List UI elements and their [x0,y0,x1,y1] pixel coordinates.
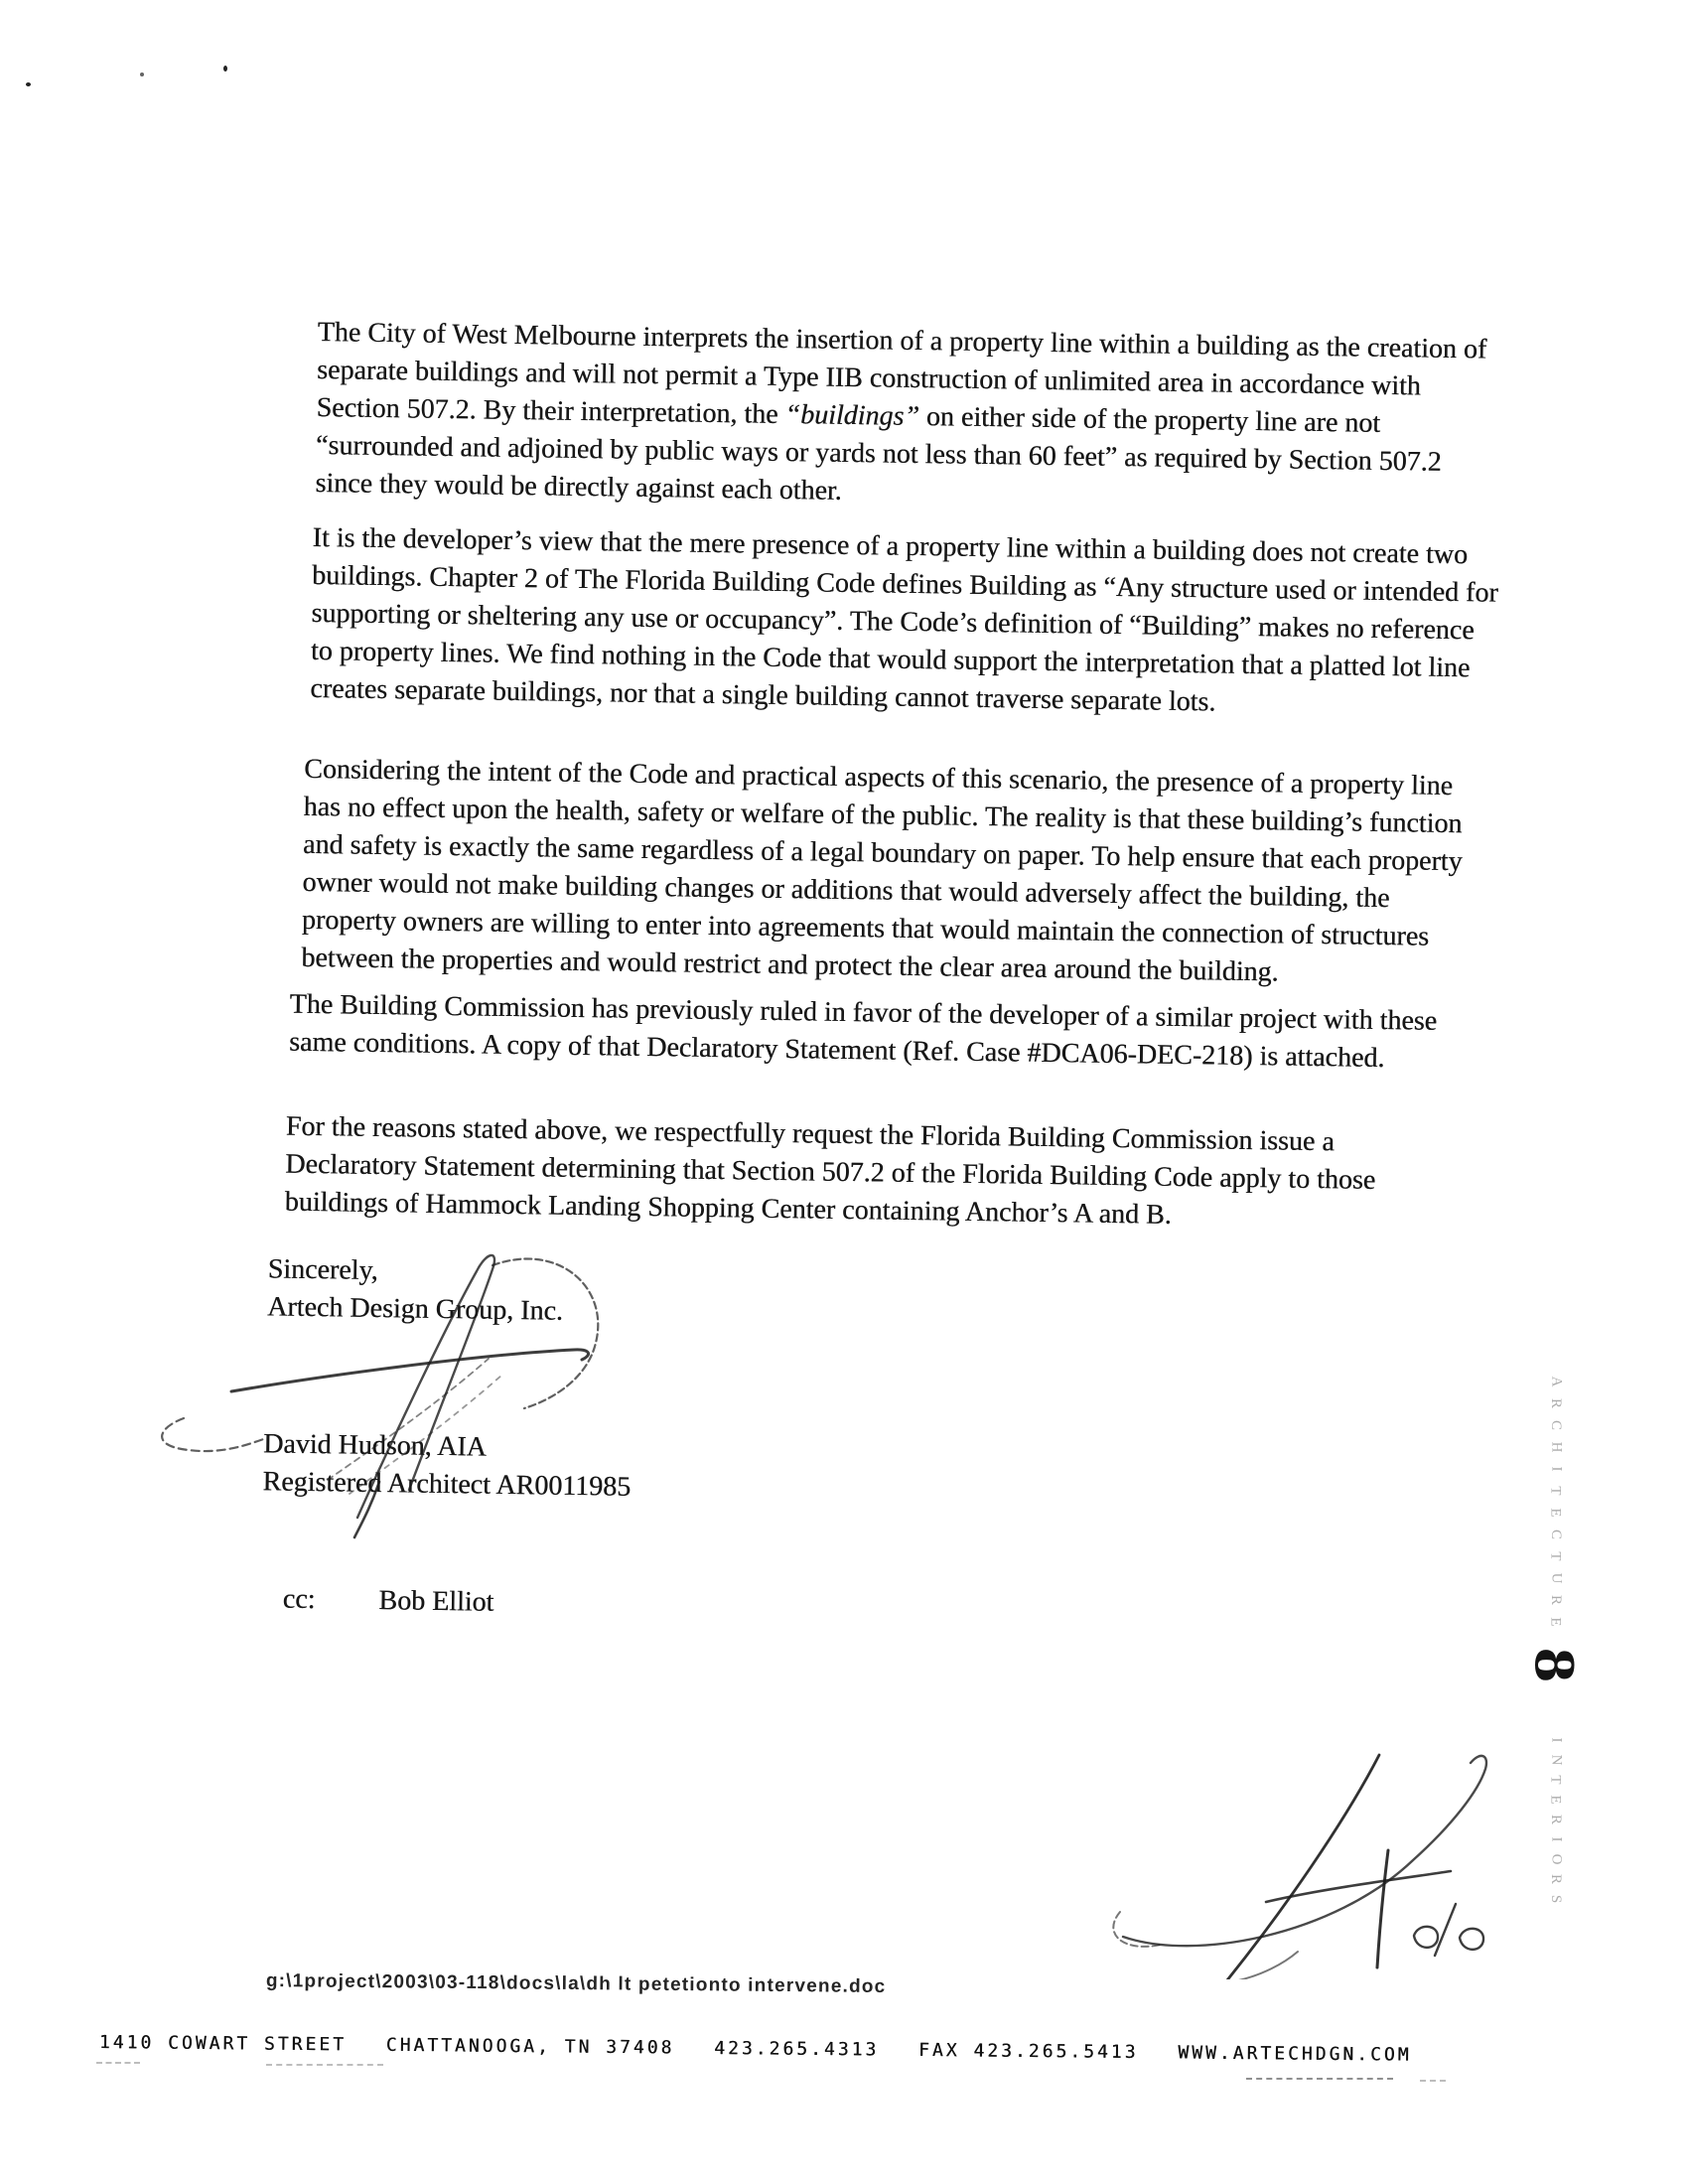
text-run: Considering the intent of the Code and practical aspects of this scenario, the presence of a property line has no effect upon the health, safety or welfare of the public. The reality is that these building’s function and safety is exactly the same regardless of a legal boundary on paper. To help ensure that each property owner would not make building changes or additions that would adversely affect the building, the property owners are willing to enter into agreements that would maintain the connection of structures between the properties and would restrict and protect the clear area around the building. [301,753,1463,988]
cc-name: Bob Elliot [378,1585,494,1618]
side-letter: O [1548,1853,1564,1865]
side-letter: S [1548,1894,1564,1904]
footer-file-path: g:\1project\2003\03-118\docs\la\dh lt petetionto intervene.doc [265,1970,887,1997]
side-letter: I [1548,1836,1564,1842]
paragraph [289,986,1477,1080]
side-letter: A [1548,1376,1564,1387]
side-letter: C [1547,1419,1564,1431]
paragraph [310,519,1499,726]
closing-salutation: Sincerely, [267,1253,378,1287]
footer-street: 1410 COWART STREET [98,2032,348,2056]
text-run: The City of West Melbourne interprets the insertion of a property line within a building as the creation of separate buildings and will not permit a Type IIB construction of unlimited area in accordance with Section 507.2. By their interpretation, the [316,316,1487,430]
side-letter: R [1547,1814,1564,1825]
side-letter: E [1547,1795,1564,1805]
side-letter: T [1547,1551,1564,1561]
signer-title: Registered Architect AR0011985 [262,1466,632,1503]
paragraph [315,314,1504,520]
paragraph [284,1108,1473,1239]
signer-name: David Hudson, AIA [262,1428,488,1463]
scan-dash-mark [266,2064,383,2066]
text-run: For the reasons stated above, we respectfully request the Florida Building Commission issue a Declaratory Statement determining that Section 507.2 of the Florida Building Code apply to those buildings of Hammock Landing Shopping Center containing Anchor’s A and B. [284,1110,1376,1231]
footer-website: WWW.ARTECHDGN.COM [1178,2042,1412,2066]
italic-text-run: “buildings” [784,398,920,432]
company-name: Artech Design Group, Inc. [266,1291,564,1327]
signature-initials-scribble [1085,1711,1502,1979]
side-letter: T [1547,1486,1564,1496]
scan-speck [223,66,227,72]
side-letter: I [1548,1466,1564,1472]
scan-dash-mark [1246,2078,1393,2080]
footer-address-line [99,2032,1438,2066]
signature-scribble [149,1230,616,1547]
text-run: It is the developer’s view that the mere presence of a property line within a building does not create two buildings. Chapter 2 of The Florida Building Code defines Building as “Any structure used or intended for supporting or sheltering any use or occupancy”. The Code’s definition of “Building” makes no reference to property lines. We find nothing in the Code that would support the interpretation that a platted lot line creates separate buildings, nor that a single building cannot traverse separate lots. [310,521,1498,718]
footer-city: CHATTANOOGA, TN 37408 [385,2034,675,2059]
side-letter: I [1548,1737,1564,1743]
side-letter: R [1547,1873,1564,1885]
side-letter: C [1547,1529,1564,1540]
side-letter: N [1548,1754,1564,1766]
footer-fax: FAX 423.265.5413 [917,2039,1139,2064]
cc-label: cc: [282,1583,316,1616]
text-run: on either side of the property line are not “surrounded and adjoined by public ways or yards not less than 60 feet” as required by Section 507.2 since they would be directly against each other. [315,401,1442,507]
side-text-interiors [1541,1730,1571,1909]
scan-dash-mark [96,2062,140,2064]
side-letter: U [1548,1572,1564,1584]
paragraph [301,751,1490,995]
side-text-architecture [1541,1371,1571,1633]
scan-speck [140,73,144,76]
side-letter: R [1547,1594,1564,1606]
side-letter: T [1547,1775,1564,1785]
side-letter: E [1547,1617,1564,1627]
side-letter: H [1548,1441,1564,1453]
side-letter: E [1547,1508,1564,1518]
text-run: The Building Commission has previously ruled in favor of the developer of a similar project with these same conditions. A copy of that Declaratory Statement (Ref. Case #DCA06-DEC-218) is attached. [288,988,1438,1075]
page-number-stamp: 8 [1522,1647,1584,1683]
footer-phone: 423.265.4313 [714,2037,880,2061]
scan-dash-mark [1420,2080,1446,2082]
scan-speck [26,82,31,86]
side-letter: R [1547,1397,1564,1409]
cc-line [283,1581,494,1622]
